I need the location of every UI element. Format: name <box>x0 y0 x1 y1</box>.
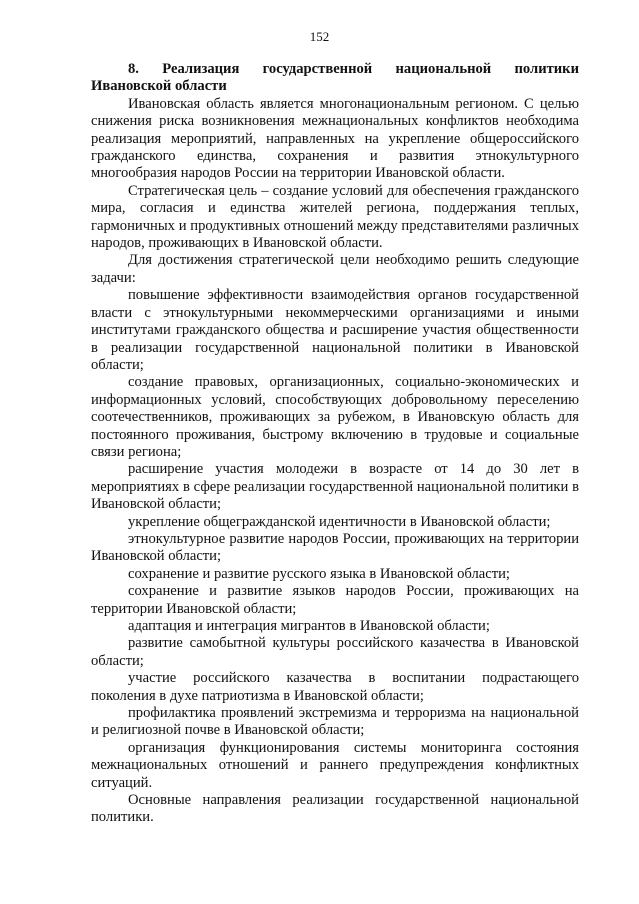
task-item: развитие самобытной культуры российского казачества в Ивановской области; <box>91 635 579 669</box>
task-item: участие российского казачества в воспитании подрастающего поколения в духе патриотизма в Ивановской области; <box>91 670 579 704</box>
task-item: этнокультурное развитие народов России, проживающих на территории Ивановской области; <box>91 530 579 565</box>
paragraph-main-directions: Основные направления реализации государственной национальной политики. <box>91 792 579 826</box>
section-heading-line-2: Ивановской области <box>91 78 227 95</box>
page-content <box>91 61 579 827</box>
paragraph-intro: Ивановская область является многонациональным регионом. С целью снижения риска возникновения межнациональных конфликтов необходима реализация мероприятий, направленных на укрепление общероссийского гражданского единства, сохранения и развития этнокультурного многообразия народов России на территории Ивановской области. <box>91 95 579 182</box>
task-item: организация функционирования системы мониторинга состояния межнациональных отношений и раннего предупреждения конфликтных ситуаций. <box>91 739 579 791</box>
task-item: укрепление общегражданской идентичности в Ивановской области; <box>128 513 551 530</box>
section-heading <box>91 61 579 96</box>
task-item: расширение участия молодежи в возрасте от 14 до 30 лет в мероприятиях в сфере реализации государственной национальной политики в Ивановской области; <box>91 461 579 513</box>
task-item: профилактика проявлений экстремизма и терроризма на национальной и религиозной почве в Ивановской области; <box>91 705 579 739</box>
task-item: повышение эффективности взаимодействия органов государственной власти с этнокультурными некоммерческими организациями и иными институтами гражданского общества и расширение участия общественности в реализации государственной национальной политики в Ивановской области; <box>91 287 579 373</box>
page-number: 152 <box>309 29 330 44</box>
paragraph-strategic-goal: Стратегическая цель – создание условий для обеспечения гражданского мира, согласия и единства жителей региона, поддержания теплых, гармоничных и продуктивных отношений между представителями различных народов, проживающих в Ивановской области. <box>91 182 579 252</box>
task-item: сохранение и развитие русского языка в Ивановской области; <box>128 565 510 582</box>
task-item: сохранение и развитие языков народов России, проживающих на территории Ивановской области; <box>91 583 579 617</box>
task-item: адаптация и интеграция мигрантов в Ивановской области; <box>128 618 490 634</box>
paragraph-tasks-intro: Для достижения стратегической цели необходимо решить следующие задачи: <box>91 252 579 286</box>
section-heading-line-1: 8. Реализация государственной национальной политики <box>128 61 579 77</box>
task-item: создание правовых, организационных, социально-экономических и информационных условий, способствующих добровольному переселению соотечественников, проживающих за рубежом, в Ивановскую область для постоянного проживания, быстрому включению в трудовые и социальные связи региона; <box>91 374 579 460</box>
